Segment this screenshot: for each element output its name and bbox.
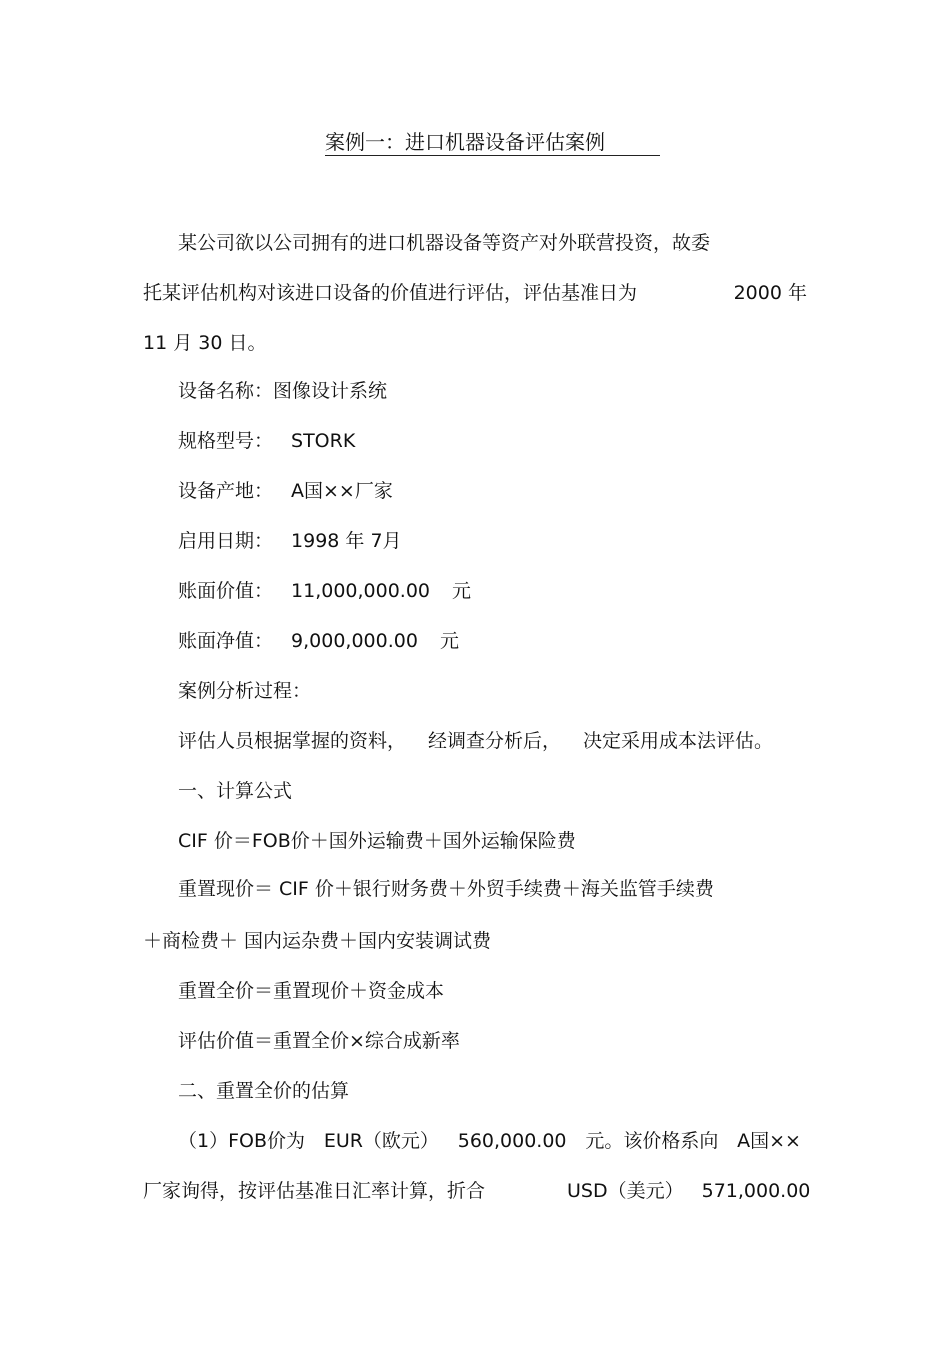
item-1-part: EUR（欧元） [323, 1130, 439, 1152]
intro-line-3: 11 月 30 日。 [143, 332, 267, 354]
field-label: 规格型号： [178, 430, 274, 452]
analysis-text-part: 经调查分析后， [428, 730, 562, 752]
field-row-net-value [178, 628, 459, 654]
item-1-line-2-text: 厂家询得，按评估基准日汇率计算，折合 [143, 1180, 486, 1202]
intro-line-2-year: 2000 年 [733, 282, 807, 304]
field-row-start-date [178, 528, 402, 554]
item-1-part: （1）FOB价为 [178, 1130, 306, 1152]
item-1-line-1 [178, 1128, 801, 1154]
item-1-part: 元。该价格系向 [585, 1130, 719, 1152]
formula-eval-value: 评估价值＝重置全价×综合成新率 [178, 1030, 460, 1052]
analysis-text-part: 评估人员根据掌握的资料， [178, 730, 407, 752]
field-value: 图像设计系统 [273, 380, 388, 402]
document-title: 案例一：进口机器设备评估案例 [325, 130, 605, 154]
item-1-line-2-tail [567, 1178, 810, 1204]
item-1-amount: 571,000.00 [701, 1180, 811, 1202]
field-label: 账面净值： [178, 630, 274, 652]
field-label: 设备名称： [178, 380, 274, 402]
section-2-heading: 二、重置全价的估算 [178, 1080, 350, 1102]
analysis-text [178, 728, 773, 754]
field-value: A国××厂家 [291, 480, 393, 502]
item-1-currency: USD（美元） [567, 1180, 684, 1202]
field-value: 1998 年 7月 [291, 530, 402, 552]
field-row-origin [178, 478, 393, 504]
formula-replacement-line-2: ＋商检费＋ 国内运杂费＋国内安装调试费 [143, 930, 492, 952]
field-unit: 元 [452, 580, 472, 602]
field-row-name [178, 378, 387, 404]
title-underline [325, 155, 660, 156]
field-row-book-value [178, 578, 471, 604]
intro-line-1: 某公司欲以公司拥有的进口机器设备等资产对外联营投资，故委 [178, 232, 711, 254]
intro-line-2 [143, 280, 807, 306]
field-label: 设备产地： [178, 480, 274, 502]
intro-line-2-text: 托某评估机构对该进口设备的价值进行评估，评估基准日为 [143, 282, 638, 304]
item-1-part: A国×× [737, 1130, 801, 1152]
formula-full-cost: 重置全价＝重置现价＋资金成本 [178, 980, 445, 1002]
field-label: 启用日期： [178, 530, 274, 552]
field-value: STORK [291, 430, 356, 452]
field-value: 11,000,000.00 [291, 580, 431, 602]
section-1-heading: 一、计算公式 [178, 780, 293, 802]
field-label: 账面价值： [178, 580, 274, 602]
formula-replacement-line-1: 重置现价＝ CIF 价＋银行财务费＋外贸手续费＋海关监管手续费 [178, 878, 714, 900]
field-unit: 元 [439, 630, 459, 652]
item-1-part: 560,000.00 [457, 1130, 567, 1152]
field-value: 9,000,000.00 [291, 630, 418, 652]
analysis-text-part: 决定采用成本法评估。 [583, 730, 774, 752]
analysis-heading: 案例分析过程： [178, 680, 312, 702]
formula-cif: CIF 价＝FOB价＋国外运输费＋国外运输保险费 [178, 830, 576, 852]
field-row-model [178, 428, 355, 454]
item-1-line-2 [143, 1178, 485, 1204]
